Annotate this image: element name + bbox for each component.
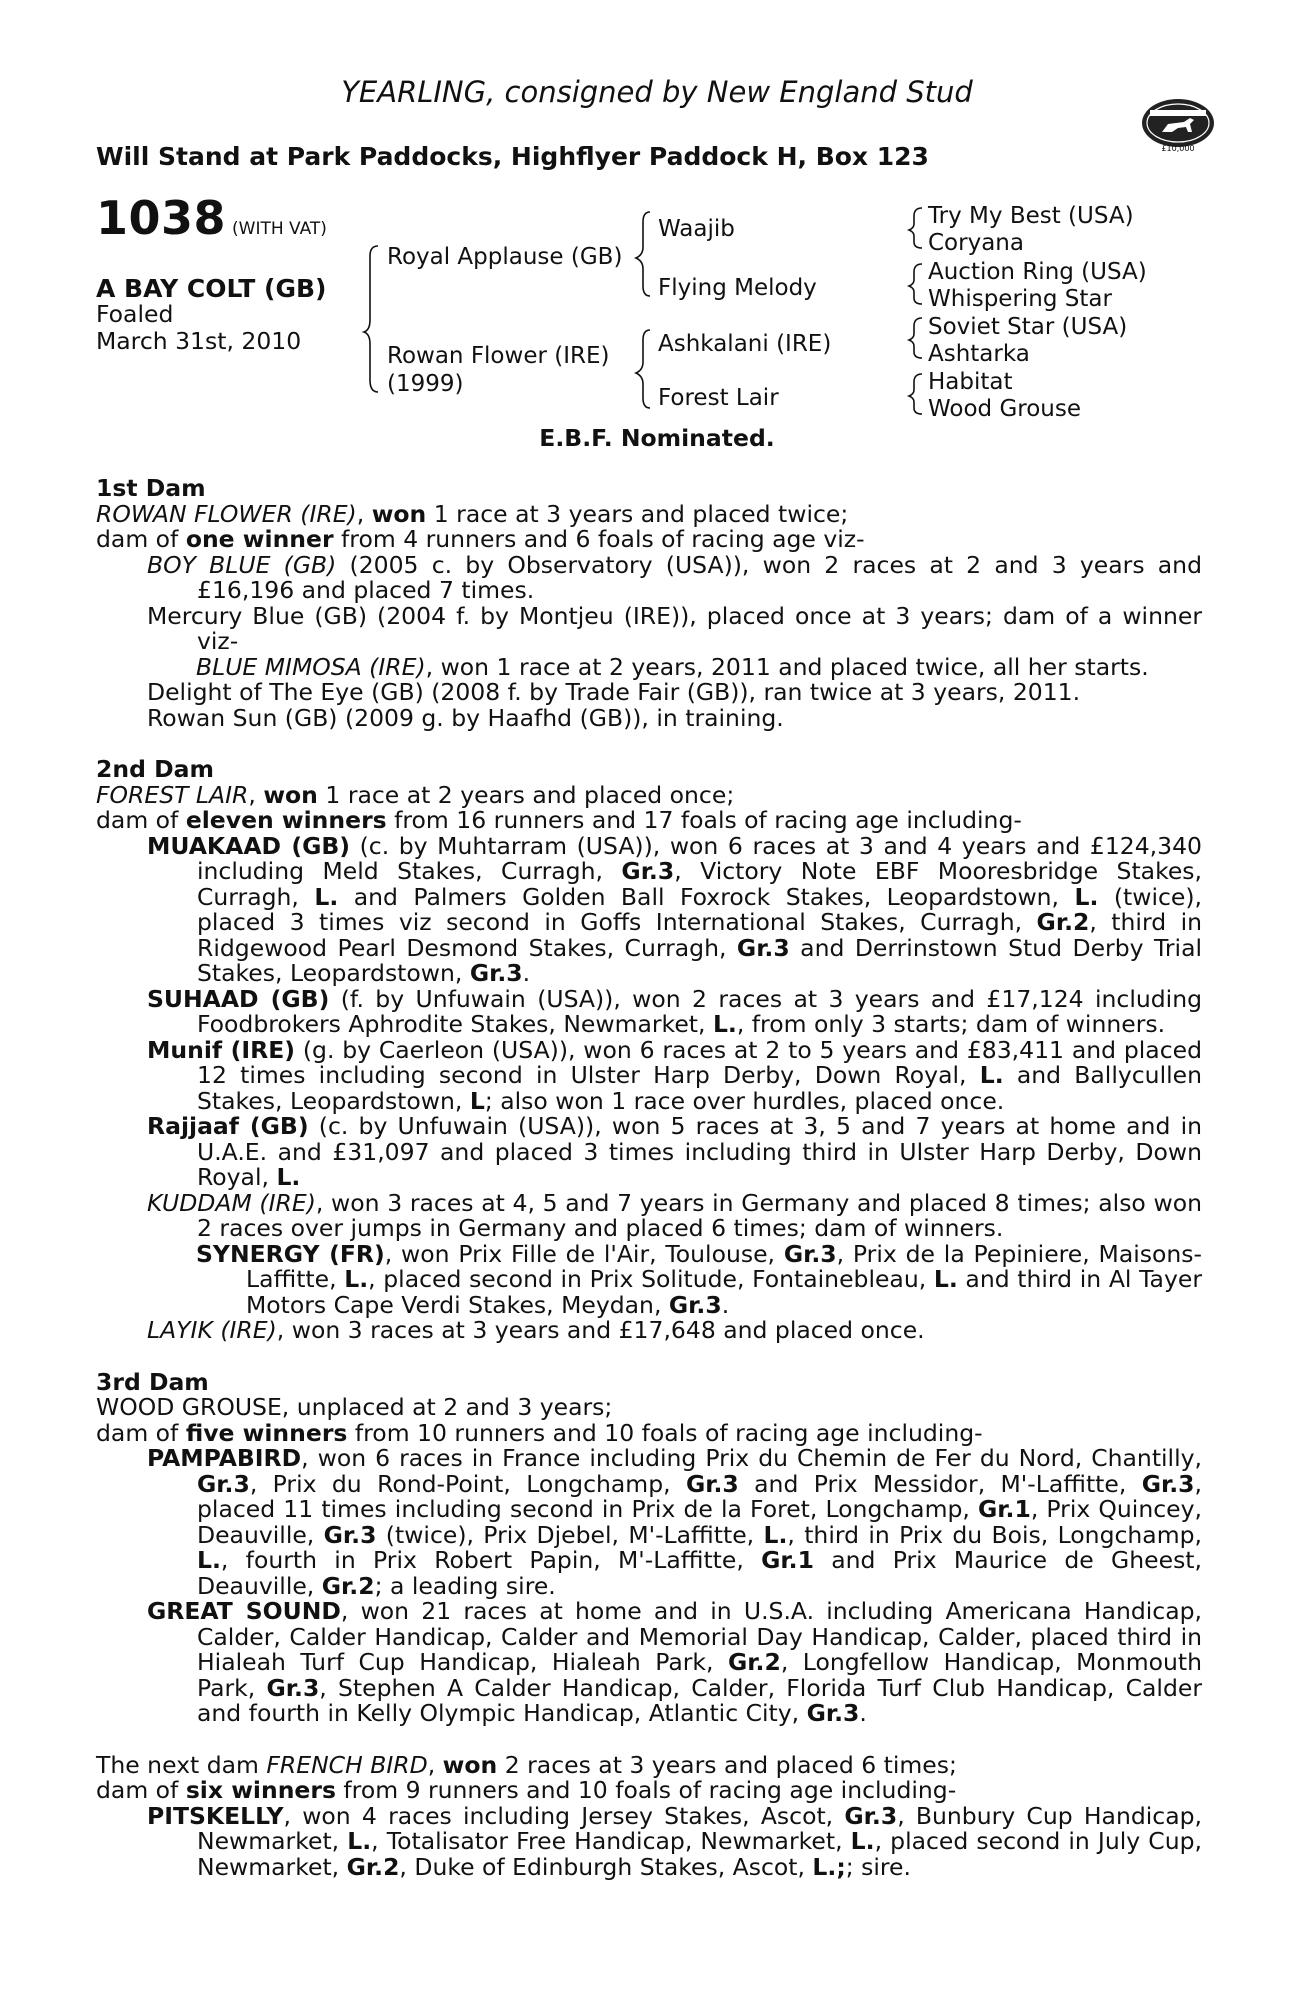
produce-suhaad: SUHAAD (GB) (f. by Unfuwain (USA)), won 2 races at 3 years and £17,124 including Foodbrokers Aphrodite Stakes, Newmarket, L., from only 3 starts; dam of winners. <box>147 984 1203 1038</box>
sire-dam: Flying Melody <box>658 275 817 301</box>
produce-great-sound: GREAT SOUND, won 21 races at home and in U.S.A. including Americana Handicap, Calder, Calder Handicap, Calder and Memorial Day Handicap, Calder, placed third in Hialeah Turf Cup Handicap, Hialeah Park, Gr.2, Longfellow Handicap, Monmouth Park, Gr.3, Stephen A Calder Handicap, Calder, Florida Turf Club Handicap, Calder and fourth in Kelly Olympic Handicap, Atlantic City, Gr.3. <box>147 1597 1203 1727</box>
produce-blue-mimosa: BLUE MIMOSA (IRE), won 1 race at 2 years, 2011 and placed twice, all her starts. <box>196 652 1149 681</box>
foaled-label: Foaled <box>96 300 174 328</box>
second-dam-line: FOREST LAIR, won 1 race at 2 years and placed once; <box>96 780 735 809</box>
produce-muakaad: MUAKAAD (GB) (c. by Muhtarram (USA)), won 6 races at 3 and 4 years and £124,340 including Meld Stakes, Curragh, Gr.3, Victory Note EBF Mooresbridge Stakes, Curragh, L. and Palmers Golden Ball Foxrock Stakes, Leopardstown, L. (twice), placed 3 times viz second in Goffs International Stakes, Curragh, Gr.2, third in Ridgewood Pearl Desmond Stakes, Curragh, Gr.3 and Derrinstown Stud Derby Trial Stakes, Leopardstown, Gr.3. <box>147 831 1203 987</box>
ggp-5: Soviet Star (USA) <box>928 314 1128 340</box>
second-dam-produce-line: dam of eleven winners from 16 runners and 17 foals of racing age including- <box>96 806 1022 834</box>
dam-year: (1999) <box>387 371 464 397</box>
badge-amount: £10,000 <box>1161 144 1195 153</box>
produce-pampabird: PAMPABIRD, won 6 races in France including Prix du Chemin de Fer du Nord, Chantilly, Gr.3, Prix du Rond-Point, Longchamp, Gr.3 and Prix Messidor, M'-Laffitte, Gr.3, placed 11 times including second in Prix de la Foret, Longchamp, Gr.1, Prix Quincey, Deauville, Gr.3 (twice), Prix Djebel, M'-Laffitte, L., third in Prix du Bois, Longchamp, L., fourth in Prix Robert Papin, M'-Laffitte, Gr.1 and Prix Maurice de Gheest, Deauville, Gr.2; a leading sire. <box>147 1444 1202 1600</box>
produce-kuddam: KUDDAM (IRE), won 3 races at 4, 5 and 7 years in Germany and placed 8 times; also won 2 races over jumps in Germany and placed 6 times; dam of winners. <box>147 1188 1202 1242</box>
produce-synergy: SYNERGY (FR), won Prix Fille de l'Air, Toulouse, Gr.3, Prix de la Pepiniere, Maisons-Laffitte, L., placed second in Prix Solitude, Fontainebleau, L. and third in Al Tayer Motors Cape Verdi Stakes, Meydan, Gr.3. <box>196 1239 1202 1319</box>
ggp-1: Try My Best (USA) <box>928 203 1134 229</box>
ggp-6: Ashtarka <box>928 341 1030 367</box>
produce-mercury-blue: Mercury Blue (GB) (2004 f. by Montjeu (IRE)), placed once at 3 years; dam of a winner viz- <box>147 601 1202 655</box>
next-dam-produce-line: dam of six winners from 9 runners and 10 foals of racing age including- <box>96 1776 957 1804</box>
third-dam-produce-line: dam of five winners from 10 runners and 10 foals of racing age including- <box>96 1418 983 1447</box>
lot-number: 1038 <box>96 191 227 245</box>
sire: Royal Applause (GB) <box>387 244 623 270</box>
produce-pitskelly: PITSKELLY, won 4 races including Jersey Stakes, Ascot, Gr.3, Bunbury Cup Handicap, Newmarket, L., Totalisator Free Handicap, Newmarket, L., placed second in July Cup, Newmarket, Gr.2, Duke of Edinburgh Stakes, Ascot, L.;; sire. <box>147 1801 1202 1881</box>
second-dam-heading: 2nd Dam <box>96 755 214 783</box>
ggp-7: Habitat <box>928 369 1013 395</box>
ggp-2: Coryana <box>928 230 1024 256</box>
produce-delight-of-the-eye: Delight of The Eye (GB) (2008 f. by Trade Fair (GB)), ran twice at 3 years, 2011. <box>147 678 1081 706</box>
produce-rowan-sun: Rowan Sun (GB) (2009 g. by Haafhd (GB)), in training. <box>147 703 784 732</box>
first-dam-heading: 1st Dam <box>96 474 206 502</box>
produce-layik: LAYIK (IRE), won 3 races at 3 years and £17,648 and placed once. <box>147 1316 925 1344</box>
third-dam-heading: 3rd Dam <box>96 1367 209 1396</box>
third-dam-line: WOOD GROUSE, unplaced at 2 and 3 years; <box>96 1393 613 1421</box>
page-header: YEARLING, consigned by New England Stud <box>341 75 973 109</box>
ggp-8: Wood Grouse <box>928 396 1082 422</box>
lot-name: A BAY COLT (GB) <box>96 274 327 303</box>
dam-sire: Ashkalani (IRE) <box>658 331 832 357</box>
first-dam-produce-line: dam of one winner from 4 runners and 6 foals of racing age viz- <box>96 525 865 553</box>
dam-dam: Forest Lair <box>658 385 779 411</box>
first-dam-line: ROWAN FLOWER (IRE), won 1 race at 3 years and placed twice; <box>96 499 849 528</box>
sire-sire: Waajib <box>658 216 735 242</box>
next-dam-line: The next dam FRENCH BIRD, won 2 races at 3 years and placed 6 times; <box>96 1750 957 1779</box>
vat-label: (WITH VAT) <box>232 219 327 239</box>
produce-boy-blue: BOY BLUE (GB) (2005 c. by Observatory (USA)), won 2 races at 2 and 3 years and £16,196 and placed 7 times. <box>147 550 1202 604</box>
foaled-date: March 31st, 2010 <box>96 327 302 355</box>
ebf-nominated: E.B.F. Nominated. <box>539 424 775 452</box>
ggp-3: Auction Ring (USA) <box>928 259 1147 285</box>
catalogue-body <box>96 476 1202 1880</box>
ggp-4: Whispering Star <box>928 286 1112 312</box>
produce-rajjaaf: Rajjaaf (GB) (c. by Unfuwain (USA)), won 5 races at 3, 5 and 7 years at home and in U.A.E. and £31,097 and placed 3 times including third in Ulster Harp Derby, Down Royal, L. <box>147 1112 1202 1191</box>
stand-location: Will Stand at Park Paddocks, Highflyer Paddock H, Box 123 <box>96 142 929 171</box>
dam: Rowan Flower (IRE) <box>387 343 610 369</box>
produce-munif: Munif (IRE) (g. by Caerleon (USA)), won 6 races at 2 to 5 years and £83,411 and placed 12 times including second in Ulster Harp Derby, Down Royal, L. and Ballycullen Stakes, Leopardstown, L; also won 1 race over hurdles, placed once. <box>147 1035 1202 1115</box>
